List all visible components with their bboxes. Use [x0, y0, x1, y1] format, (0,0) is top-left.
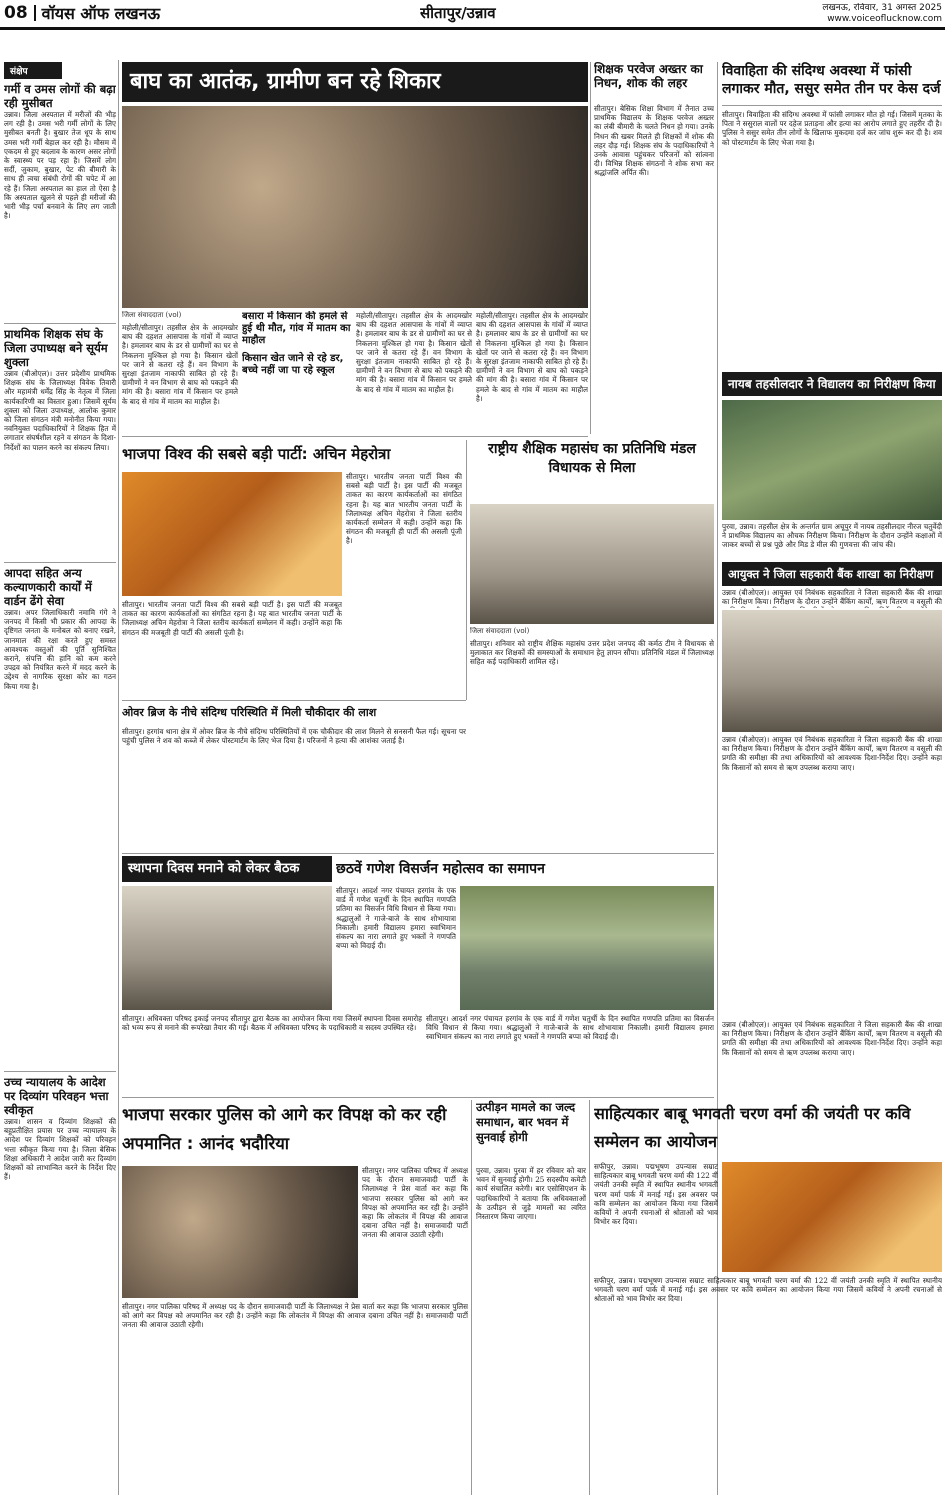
foundation-day-headline: स्थापना दिवस मनाने को लेकर बैठक	[122, 856, 332, 882]
sidebar-body: उन्नाव। शासन व दिव्यांग शिक्षकों की बहुप्रतीक्षित प्रयास पर उच्च न्यायालय के आदेश पर दिव्यांग शिक्षकों को परिवहन भत्ता स्वीकृत किया गया है। जिला बेसिक शिक्षा अधिकारी ने आदेश जारी कर दिव्यांग शिक्षकों को लाभान्वित करने के निर्देश दिए हैं।	[4, 1117, 116, 1182]
sidebar-body: उन्नाव। अपर जिलाधिकारी नमामि गंगे ने जनपद में किसी भी प्रकार की आपदा के दृष्टिगत जनता के मनोबल को बनाए रखने, जानमाल की रक्षा करते हुए समस्त आवश्यक वस्तुओं की पूर्ति सुनिश्चित कराने, संपत्ति की हानि को कम करने उपद्रव को नियंत्रित करने में मदद करने के उद्देश्य से नागरिक सुरक्षा कोर का गठन किया गया है।	[4, 608, 116, 691]
tiger-headline: बाघ का आतंक, ग्रामीण बन रहे शिकार	[130, 69, 441, 94]
police-photo	[122, 1166, 358, 1298]
bjp-party-body: सीतापुर। भारतीय जनता पार्टी विश्व की सबसे बड़ी पार्टी है। इस पार्टी की मजबूत ताकत का कारण कार्यकर्ताओं का संगठित रहना है। यह बात भारतीय जनता पार्टी के जिलाध्यक्ष अचिन मेहरोत्रा ने जिला स्तरीय कार्यकर्ता सम्मेलन में कही। उन्होंने कहा कि संगठन की मजबूती ही पार्टी की असली पूंजी है।	[346, 472, 462, 546]
website: www.voiceoflucknow.com	[827, 14, 942, 24]
sidebar-label: संक्षेप	[4, 62, 62, 79]
teacher-death-headline: शिक्षक परवेज अख्तर का निधन, शोक की लहर	[594, 62, 703, 90]
tiger-pullquotes	[242, 311, 352, 431]
section-name: सीतापुर/उन्नाव	[420, 4, 496, 22]
page-number: 08	[4, 3, 28, 23]
teacher-death-body: सीतापुर। बेसिक शिक्षा विभाग में तैनात उच्च प्राथमिक विद्यालय के शिक्षक परवेज अख्तर का लंबी बीमारी के चलते निधन हो गया। उनके निधन की खबर मिलते ही शिक्षकों में शोक की लहर दौड़ गई। शिक्षक संघ के पदाधिकारियों ने उनके आवास पहुंचकर परिजनों को सांत्वना दी। विभिन्न शिक्षक संगठनों ने शोक सभा कर श्रद्धांजलि अर्पित की।	[594, 104, 714, 178]
ganesh-body-left: सीतापुर। आदर्श नगर पंचायत हरगांव के एक वार्ड में गणेश चतुर्थी के दिन स्थापित गणपति प्रतिमा का विसर्जन विधि विधान से किया गया। श्रद्धालुओं ने गाजे-बाजे के साथ शोभायात्रा निकाली। हमारी विद्यालय हमारा स्वाभिमान संकल्प का नारा लगाते हुए भक्तों ने गणपति बप्पा को विदाई दी।	[336, 886, 456, 951]
sidebar-item	[4, 566, 116, 1068]
sidebar-headline: आपदा सहित अन्य कल्याणकारी कार्यों में वार्डन ढेंगे सेवा	[4, 566, 92, 608]
tiger-photo	[122, 106, 588, 308]
harassment-headline: उत्पीड़न मामले का जल्द समाधान, बार भवन में सुनवाई होगी	[476, 1100, 576, 1144]
masthead-rule	[0, 27, 945, 30]
sidebar-headline: प्राथमिक शिक्षक संघ के जिला उपाध्यक्ष बने सूर्यम शुक्ला	[4, 327, 108, 369]
foundation-day-photo	[122, 886, 332, 1010]
sidebar-item	[4, 1075, 116, 1447]
sidebar	[4, 62, 116, 1497]
sidebar-headline: गर्मी व उमस लोगों की बढ़ा रही मुसीबत	[4, 82, 116, 110]
poet-photo	[722, 1162, 942, 1272]
sidebar-item	[4, 327, 116, 559]
tiger-body: महोली/सीतापुर। तहसील क्षेत्र के आदमखोर बाघ की दहशत आसपास के गांवों में व्याप्त है। हमलावर बाघ के डर से ग्रामीणों का घर से निकलना मुश्किल हो गया है। किसान खेतों पर जाने से कतरा रहे हैं। वन विभाग के सुरक्षा इंतजाम नाकाफी साबित हो रहे हैं। ग्रामीणों ने वन विभाग से बाघ को पकड़ने की मांग की है। बसारा गांव में किसान पर हमले के बाद से गांव में मातम का माहौल है।	[122, 323, 238, 406]
ganesh-headline: छठवें गणेश विसर्जन महोत्सव का समापन	[336, 861, 545, 877]
tiger-pull-1: बसारा में किसान की हमले से हुई थी मौत, गांव में मातम का माहौल	[242, 311, 351, 346]
bank-body-continued: उन्नाव (बीओएल)। आयुक्त एवं निबंधक सहकारिता ने जिला सहकारी बैंक की शाखा का निरीक्षण किया। निरीक्षण के दौरान उन्होंने बैंकिंग कार्यों, ऋण वितरण व वसूली की प्रगति की समीक्षा की तथा अधिकारियों को आवश्यक दिशा-निर्देश दिए। उन्होंने कहा कि किसानों को समय से ऋण उपलब्ध कराया जाए।	[722, 1020, 942, 1057]
tehsildar-headline: नायब तहसीलदार ने विद्यालय का निरीक्षण किया	[722, 372, 942, 396]
police-headline: भाजपा सरकार पुलिस को आगे कर विपक्ष को कर रही अपमानित : आनंद भदौरिया	[122, 1105, 447, 1153]
bank-body: उन्नाव (बीओएल)। आयुक्त एवं निबंधक सहकारिता ने जिला सहकारी बैंक की शाखा का निरीक्षण किया। निरीक्षण के दौरान उन्होंने बैंकिंग कार्यों, ऋण वितरण व वसूली की प्रगति की समीक्षा की तथा अधिकारियों को आवश्यक दिशा-निर्देश दिए। उन्होंने कहा कि किसानों को समय से ऋण उपलब्ध कराया जाए।	[722, 735, 942, 772]
watchman-body: सीतापुर। हरगांव थाना क्षेत्र में ओवर ब्रिज के नीचे संदिग्ध परिस्थितियों में एक चौकीदार की लाश मिलने से सनसनी फैल गई। सूचना पर पहुंची पुलिस ने शव को कब्जे में लेकर पोस्टमार्टम के लिए भेज दिया है। परिजनों ने हत्या की आशंका जताई है।	[122, 727, 466, 746]
ganesh-photo	[460, 886, 714, 1010]
bjp-party-body-left: सीतापुर। भारतीय जनता पार्टी विश्व की सबसे बड़ी पार्टी है। इस पार्टी की मजबूत ताकत का कारण कार्यकर्ताओं का संगठित रहना है। यह बात भारतीय जनता पार्टी के जिलाध्यक्ष अचिन मेहरोत्रा ने जिला स्तरीय कार्यकर्ता सम्मेलन में कही। उन्होंने कहा कि संगठन की मजबूती ही पार्टी की असली पूंजी है।	[122, 600, 342, 637]
bjp-party-headline: भाजपा विश्व की सबसे बड़ी पार्टी: अचिन मेहरोत्रा	[122, 445, 391, 463]
masthead-left	[0, 0, 300, 26]
tiger-pull-2: किसान खेत जाने से रहे डर, बच्चे नहीं जा पा रहे स्कूल	[242, 353, 344, 376]
bjp-party-photo	[122, 472, 342, 596]
poet-headline: साहित्यकार बाबू भगवती चरण वर्मा की जयंती पर कवि सम्मेलन का आयोजन	[594, 1104, 911, 1151]
watchman-headline: ओवर ब्रिज के नीचे संदिग्ध परिस्थिति में मिली चौकीदार की लाश	[122, 706, 377, 719]
harassment-body: पुरवा, उन्नाव। पुरवा में हर रविवार को बार भवन में सुनवाई होगी। 25 सदस्यीय कमेटी कार्य संचालित करेगी। बार एसोसिएशन के पदाधिकारियों ने बताया कि अधिवक्ताओं के उत्पीड़न से जुड़े मामलों का त्वरित निस्तारण किया जाएगा।	[476, 1166, 586, 1222]
federation-body: सीतापुर। शनिवार को राष्ट्रीय शैक्षिक महासंघ उत्तर प्रदेश जनपद की कर्मठ टीम ने विधायक से मुलाकात कर शिक्षकों की समस्याओं के समाधान हेतु ज्ञापन सौंपा। प्रतिनिधि मंडल में जिलाध्यक्ष सहित कई पदाधिकारी शामिल रहे।	[470, 639, 714, 667]
federation-caption: जिला संवाददाता (vol)	[470, 627, 530, 635]
poet-body: सफीपुर, उन्नाव। पद्मभूषण उपन्यास सम्राट साहित्यकार बाबू भगवती चरण वर्मा की 122 वीं जयंती उनकी स्मृति में स्थापित स्थानीय भगवती चरण वर्मा पार्क में मनाई गई। इस अवसर पर कवि सम्मेलन का आयोजन किया गया जिसमें कवियों ने अपनी रचनाओं से श्रोताओं को भाव विभोर कर दिया।	[594, 1276, 942, 1304]
dateline-block	[730, 3, 942, 25]
tiger-body-cont: महोली/सीतापुर। तहसील क्षेत्र के आदमखोर बाघ की दहशत आसपास के गांवों में व्याप्त है। हमलावर बाघ के डर से ग्रामीणों का घर से निकलना मुश्किल हो गया है। किसान खेतों पर जाने से कतरा रहे हैं। वन विभाग के सुरक्षा इंतजाम नाकाफी साबित हो रहे हैं। ग्रामीणों ने वन विभाग से बाघ को पकड़ने की मांग की है। बसारा गांव में किसान पर हमले के बाद से गांव में मातम का माहौल है।	[356, 311, 472, 394]
tiger-caption: जिला संवाददाता (vol)	[122, 311, 182, 319]
police-body-side: सीतापुर। नगर पालिका परिषद में अध्यक्ष पद के दौरान समाजवादी पार्टी के जिलाध्यक्ष ने प्रेस वार्ता कर कहा कि भाजपा सरकार पुलिस को आगे कर विपक्ष को अपमानित कर रही है। उन्होंने कहा कि लोकतंत्र में विपक्ष की आवाज दबाना उचित नहीं है। समाजवादी पार्टी जनता की आवाज उठाती रहेगी।	[362, 1166, 468, 1240]
federation-headline: राष्ट्रीय शैक्षिक महासंघ का प्रतिनिधि मंडल विधायक से मिला	[488, 441, 696, 476]
paper-name: वॉयस ऑफ लखनऊ	[41, 4, 161, 23]
sidebar-body: उन्नाव (बीओएल)। उत्तर प्रदेशीय प्राथमिक शिक्षक संघ के जिलाध्यक्ष विवेक तिवारी और महामंत्री धर्मेंद्र सिंह के नेतृत्व में जिला कार्यकारिणी का विस्तार हुआ। जिसमें सूर्यम शुक्ला को जिला उपाध्यक्ष, आलोक कुमार को जिला संगठन मंत्री मनोनीत किया गया। नवनियुक्त पदाधिकारियों ने शिक्षक हित में लगातार संघर्षशील रहने व संगठन के दिशा-निर्देशों का पालन करने का संकल्प लिया।	[4, 369, 116, 452]
bank-intro: उन्नाव (बीओएल)। आयुक्त एवं निबंधक सहकारिता ने जिला सहकारी बैंक की शाखा का निरीक्षण किया। निरीक्षण के दौरान उन्होंने बैंकिंग कार्यों, ऋण वितरण व वसूली की	[722, 588, 942, 607]
dateline: लखनऊ, रविवार, 31 अगस्त 2025	[822, 3, 942, 13]
sidebar-body: उन्नाव। जिला अस्पताल में मरीजों की भीड़ लग रही है। उमस भरी गर्मी लोगों के लिए मुसीबत बनती है। बुखार तेज धूप के साथ उमस भरी गर्मी बेहाल कर रही है। मौसम में एकदम से हुए बदलाव के कारण असर लोगों के स्वास्थ्य पर पड़ रहा है। जिसमें लोग सर्दी, जुकाम, बुखार, पेट की बीमारी के साथ ही त्वचा संबंधी रोगों की चपेट में आ रहे हैं। जिला अस्पताल का हाल तो ऐसा है कि अस्पताल खुलने से पहले ही मरीजों की भारी भीड़ पर्चा बनवाने के लिए लग जाती है।	[4, 110, 116, 221]
suicide-headline: विवाहिता की संदिग्ध अवस्था में फांसी लगाकर मौत, ससुर समेत तीन पर केस दर्ज	[722, 62, 942, 106]
tiger-headline-box	[122, 62, 588, 102]
tehsildar-body: पुरवा, उन्नाव। तहसील क्षेत्र के अन्तर्गत ग्राम अचूपुर में नायब तहसीलदार नीरज चतुर्वेदी ने प्राथमिक विद्यालय का औचक निरीक्षण किया। निरीक्षण के दौरान उन्होंने कक्षाओं में जाकर बच्चों से प्रश्न पूछे और मिड डे मील की गुणवत्ता की जांच की।	[722, 522, 942, 550]
poet-body-left: सफीपुर, उन्नाव। पद्मभूषण उपन्यास सम्राट साहित्यकार बाबू भगवती चरण वर्मा की 122 वीं जयंती उनकी स्मृति में स्थापित स्थानीय भगवती चरण वर्मा पार्क में मनाई गई। इस अवसर पर कवि सम्मेलन का आयोजन किया गया जिसमें कवियों ने अपनी रचनाओं से श्रोताओं को भाव विभोर कर दिया।	[594, 1162, 718, 1227]
ganesh-body-right: सीतापुर। आदर्श नगर पंचायत हरगांव के एक वार्ड में गणेश चतुर्थी के दिन स्थापित गणपति प्रतिमा का विसर्जन विधि विधान से किया गया। श्रद्धालुओं ने गाजे-बाजे के साथ शोभायात्रा निकाली। हमारी विद्यालय हमारा स्वाभिमान संकल्प का नारा लगाते हुए भक्तों ने गणपति बप्पा को विदाई दी।	[426, 1014, 714, 1042]
bank-photo	[722, 610, 942, 732]
bank-headline: आयुक्त ने जिला सहकारी बैंक शाखा का निरीक्षण	[722, 562, 942, 586]
suicide-body: सीतापुर। विवाहिता की संदिग्ध अवस्था में फांसी लगाकर मौत हो गई। जिसमें मृतका के पिता ने ससुराल वालों पर दहेज प्रताड़ना और हत्या का आरोप लगाते हुए तहरीर दी है। पुलिस ने ससुर समेत तीन लोगों के खिलाफ मुकदमा दर्ज कर जांच शुरू कर दी है। शव को पोस्टमार्टम के लिए भेजा गया है।	[722, 110, 942, 147]
sidebar-item	[4, 82, 116, 320]
tiger-body-cont-2: महोली/सीतापुर। तहसील क्षेत्र के आदमखोर बाघ की दहशत आसपास के गांवों में व्याप्त है। हमलावर बाघ के डर से ग्रामीणों का घर से निकलना मुश्किल हो गया है। किसान खेतों पर जाने से कतरा रहे हैं। वन विभाग के सुरक्षा इंतजाम नाकाफी साबित हो रहे हैं। ग्रामीणों ने वन विभाग से बाघ को पकड़ने की मांग की है। बसारा गांव में किसान पर हमले के बाद से गांव में मातम का माहौल है।	[476, 311, 588, 403]
foundation-day-body: सीतापुर। अधिवक्ता परिषद इकाई जनपद सीतापुर द्वारा बैठक का आयोजन किया गया जिसमें स्थापना दिवस समारोह को भव्य रूप से मनाने की रूपरेखा तैयार की गई। बैठक में अधिवक्ता परिषद के पदाधिकारी व सदस्य उपस्थित रहे।	[122, 1014, 422, 1033]
federation-photo	[470, 504, 714, 624]
police-body: सीतापुर। नगर पालिका परिषद में अध्यक्ष पद के दौरान समाजवादी पार्टी के जिलाध्यक्ष ने प्रेस वार्ता कर कहा कि भाजपा सरकार पुलिस को आगे कर विपक्ष को अपमानित कर रही है। उन्होंने कहा कि लोकतंत्र में विपक्ष की आवाज दबाना उचित नहीं है। समाजवादी पार्टी जनता की आवाज उठाती रहेगी।	[122, 1302, 468, 1330]
tehsildar-photo	[722, 400, 942, 520]
sidebar-headline: उच्च न्यायालय के आदेश पर दिव्यांग परिवहन भत्ता स्वीकृत	[4, 1075, 109, 1117]
